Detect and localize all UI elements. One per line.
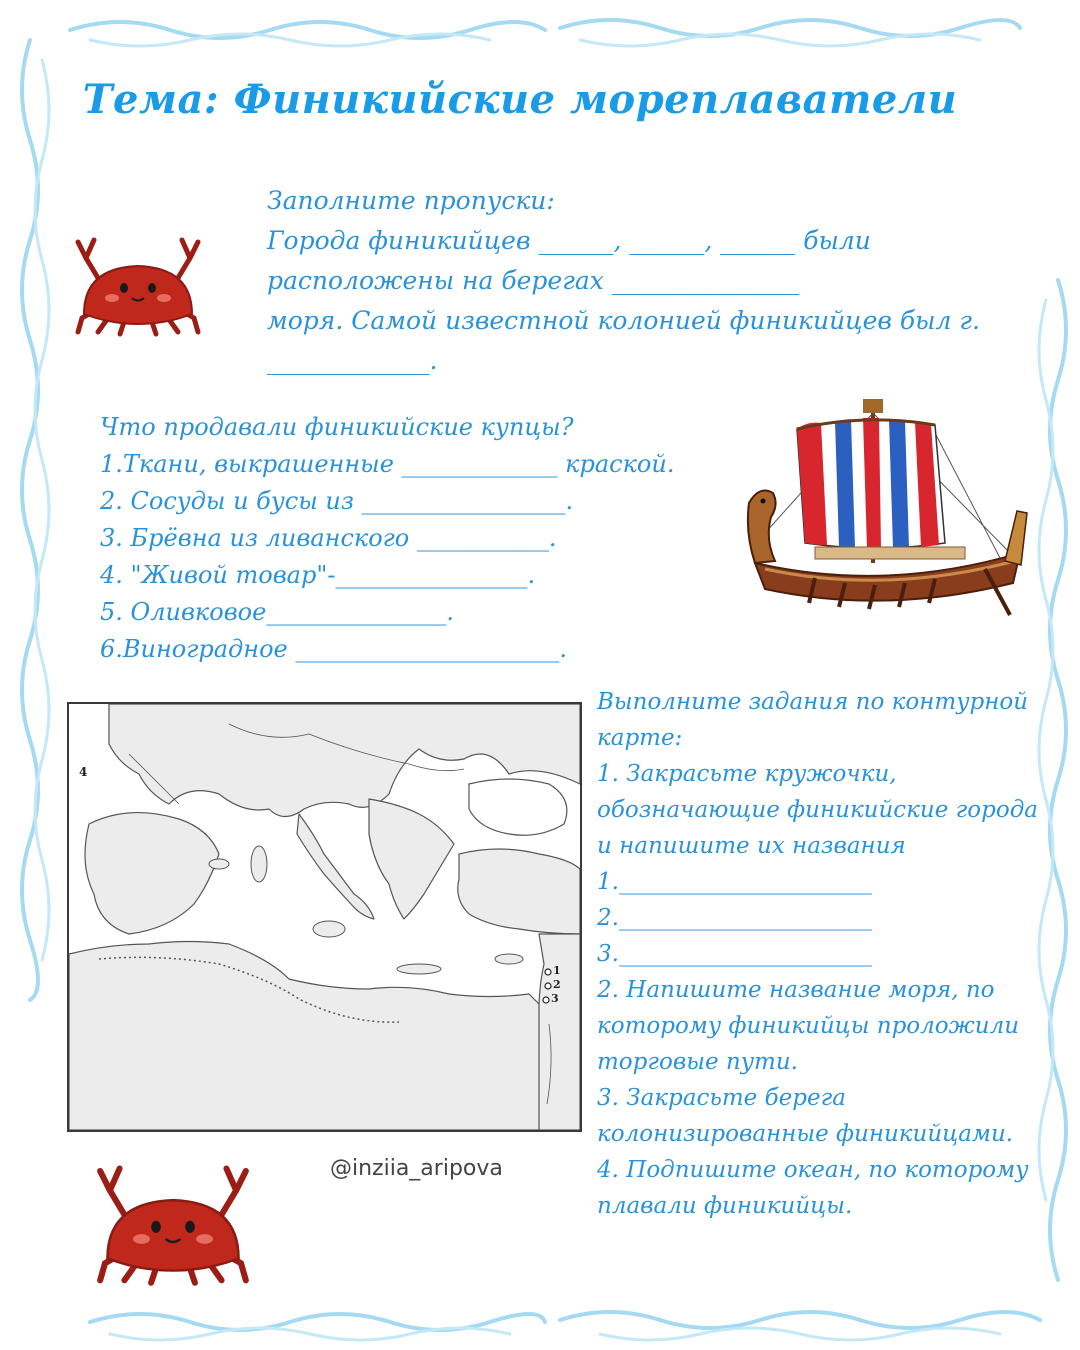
crab-icon xyxy=(88,1152,258,1292)
map-task-line: колонизированные финикийцами. xyxy=(597,1121,1014,1147)
goods-item: 6.Виноградное ______________________. xyxy=(100,635,567,663)
map-task-line: 1.______________________ xyxy=(597,869,872,895)
map-task-line: которому финикийцы проложили xyxy=(597,1013,1020,1039)
map-label-city: 1 xyxy=(553,964,561,977)
map-task-line: плавали финикийцы. xyxy=(597,1193,853,1219)
bottom-wave-right xyxy=(560,1312,1040,1328)
map-task-line: обозначающие финикийские города xyxy=(597,797,1038,823)
section1-line: _____________. xyxy=(267,346,438,375)
goods-item: 1.Ткани, выкрашенные _____________ краской. xyxy=(100,450,675,478)
section1-line: расположены на берегах _______________ xyxy=(267,266,800,295)
goods-item: 3. Брёвна из ливанского ___________. xyxy=(100,524,557,552)
map-task-line: 3.______________________ xyxy=(597,941,872,967)
map-task-line: 3. Закрасьте берега xyxy=(597,1085,846,1111)
map-label-ocean: 4 xyxy=(79,765,88,779)
author-credit: @inziia_aripova xyxy=(330,1156,503,1181)
map-tasks-section xyxy=(597,684,1038,1224)
goods-item: 4. "Живой товар"-________________. xyxy=(100,561,536,589)
map-task-line: торговые пути. xyxy=(597,1049,798,1075)
goods-section xyxy=(100,409,674,668)
section2-heading: Что продавали финикийские купцы? xyxy=(100,413,574,441)
section1-heading: Заполните пропуски: xyxy=(267,186,555,215)
contour-map xyxy=(67,702,582,1132)
map-task-line: 2.______________________ xyxy=(597,905,872,931)
section1-line: Города финикийцев ______, ______, ______ были xyxy=(267,226,871,255)
map-task-line: и напишите их названия xyxy=(597,833,906,859)
phoenician-ship-image xyxy=(735,393,1035,633)
map-label-city: 3 xyxy=(551,992,559,1005)
mediterranean-map xyxy=(69,704,580,1130)
goods-item: 5. Оливковое_______________. xyxy=(100,598,454,626)
map-task-line: 4. Подпишите океан, по которому xyxy=(597,1157,1029,1183)
map-task-line: 2. Напишите название моря, по xyxy=(597,977,995,1003)
map-task-line: 1. Закрасьте кружочки, xyxy=(597,761,897,787)
section1-line: моря. Самой известной колонией финикийцев был г. xyxy=(267,306,980,335)
map-task-line: карте: xyxy=(597,725,683,751)
goods-item: 2. Сосуды и бусы из _________________. xyxy=(100,487,574,515)
map-task-line: Выполните задания по контурной xyxy=(597,689,1029,715)
map-label-city: 2 xyxy=(553,978,561,991)
fill-gaps-section xyxy=(267,181,980,381)
page-title: Тема: Финикийские мореплаватели xyxy=(82,76,958,123)
crab-icon xyxy=(68,228,208,340)
